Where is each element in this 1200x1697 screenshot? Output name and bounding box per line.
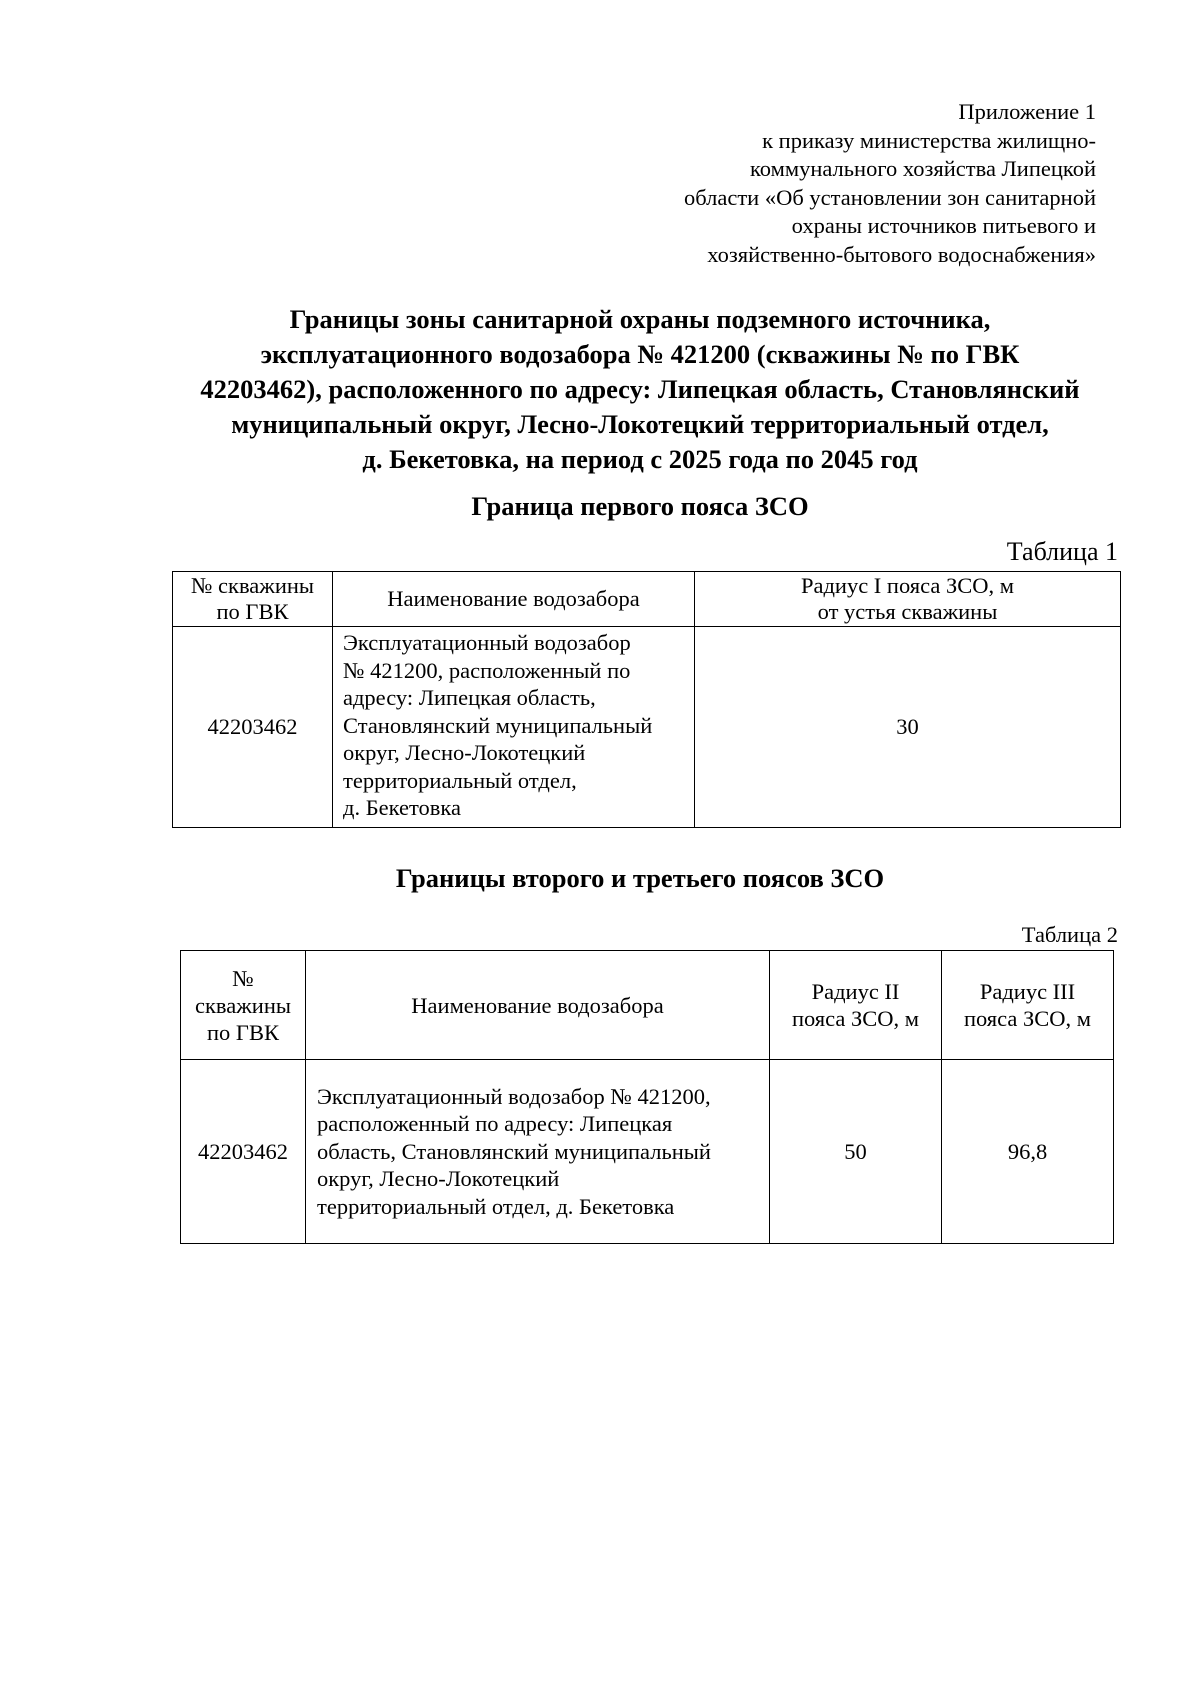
table2-cell-radius2: 50 bbox=[770, 1060, 942, 1244]
table2-cell-well: 42203462 bbox=[181, 1060, 306, 1244]
table1-header-row bbox=[173, 572, 1121, 627]
appendix-line: Приложение 1 bbox=[958, 99, 1096, 124]
table1-label: Таблица 1 bbox=[1006, 537, 1118, 566]
appendix-line: к приказу министерства жилищно- bbox=[762, 127, 1096, 153]
table2 bbox=[180, 950, 1114, 1244]
appendix-line: охраны источников питьевого и bbox=[791, 213, 1096, 238]
appendix-line: коммунального хозяйства Липецкой bbox=[749, 156, 1096, 181]
table1-header-radius: Радиус I пояса ЗСО, м от устья скважины bbox=[695, 572, 1121, 627]
table1 bbox=[172, 571, 1121, 828]
table2-header-name: Наименование водозабора bbox=[306, 951, 770, 1060]
title-line: Границы зоны санитарной охраны подземного источника, bbox=[289, 304, 991, 334]
table1-cell-well: 42203462 bbox=[173, 627, 333, 828]
table1-cell-name: Эксплуатационный водозабор № 421200, расположенный по адресу: Липецкая область, Становлянский муниципальный округ, Лесно-Локотецкий территориальный отдел, д. Бекетовка bbox=[333, 627, 695, 828]
table1-header-name: Наименование водозабора bbox=[333, 572, 695, 627]
appendix-line: хозяйственно-бытового водоснабжения» bbox=[707, 241, 1096, 267]
table1-header-well: № скважины по ГВК bbox=[173, 572, 333, 627]
title-line: муниципальный округ, Лесно-Локотецкий территориальный отдел, bbox=[231, 409, 1049, 439]
table2-cell-radius3: 96,8 bbox=[942, 1060, 1114, 1244]
section1-title: Граница первого пояса ЗСО bbox=[471, 491, 809, 521]
table2-header-radius3: Радиус III пояса ЗСО, м bbox=[942, 951, 1114, 1060]
appendix-note bbox=[684, 98, 1096, 269]
appendix-line: области «Об установлении зон санитарной bbox=[684, 184, 1096, 210]
section2-title: Границы второго и третьего поясов ЗСО bbox=[395, 863, 885, 893]
title-line: эксплуатационного водозабора № 421200 (скважины № по ГВК bbox=[260, 339, 1020, 369]
table-row bbox=[181, 1060, 1114, 1244]
table2-header-well: № скважины по ГВК bbox=[181, 951, 306, 1060]
table2-header-row bbox=[181, 951, 1114, 1060]
document-title bbox=[130, 302, 1150, 477]
table2-label: Таблица 2 bbox=[1021, 922, 1118, 947]
table2-cell-name: Эксплуатационный водозабор № 421200, расположенный по адресу: Липецкая область, Становлянский муниципальный округ, Лесно-Локотецкий территориальный отдел, д. Бекетовка bbox=[306, 1060, 770, 1244]
table1-cell-radius: 30 bbox=[695, 627, 1121, 828]
table2-header-radius2: Радиус II пояса ЗСО, м bbox=[770, 951, 942, 1060]
title-line: 42203462), расположенного по адресу: Липецкая область, Становлянский bbox=[200, 374, 1080, 404]
table-row bbox=[173, 627, 1121, 828]
title-line: д. Бекетовка, на период с 2025 года по 2045 год bbox=[362, 444, 918, 474]
